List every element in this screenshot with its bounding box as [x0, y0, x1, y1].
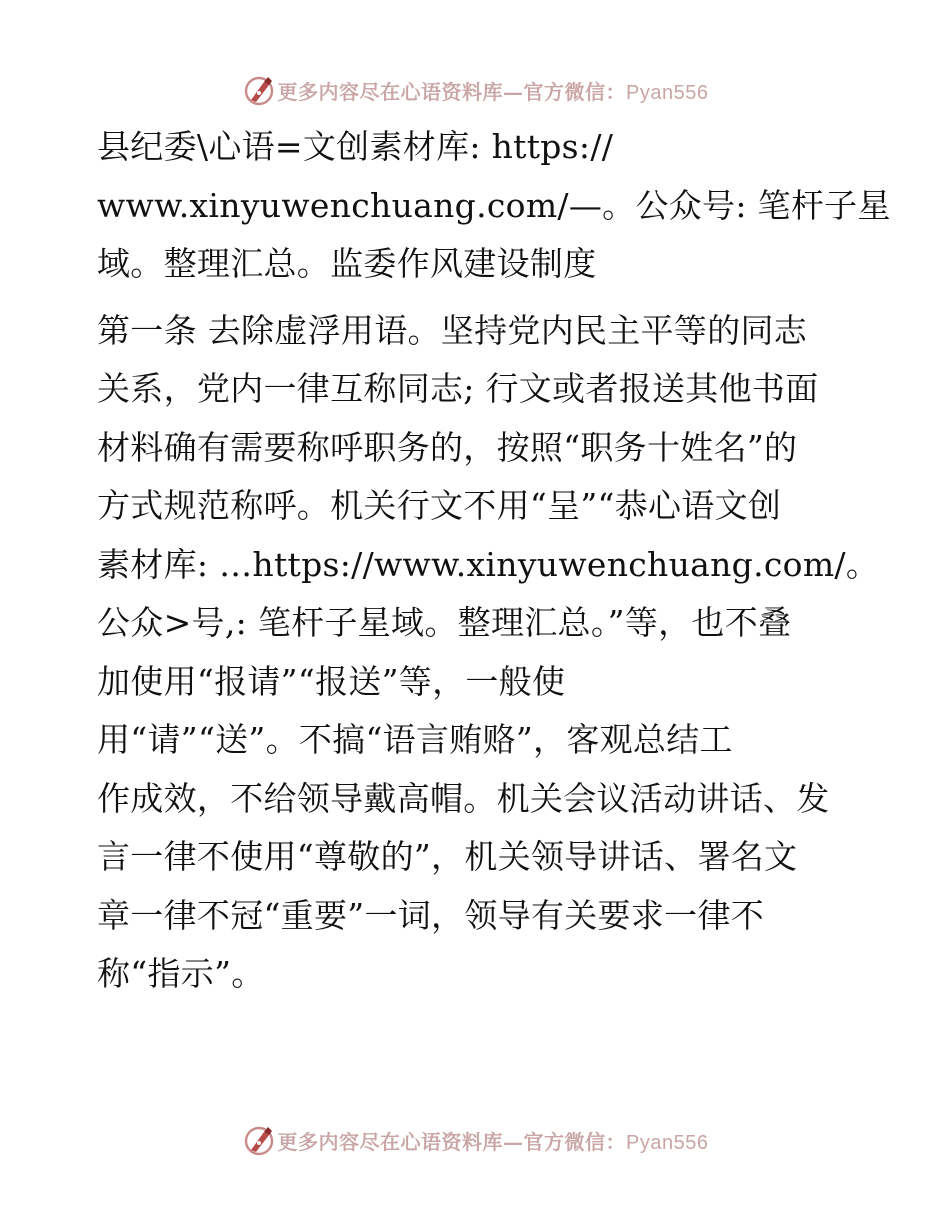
title-line: www.xinyuwenchuang.com/—。公众号: 笔杆子星 — [97, 185, 891, 225]
footer-wechat-handle: Pyan556 — [626, 1131, 709, 1154]
pen-nib-logo-icon — [242, 1123, 276, 1157]
page-footer — [0, 1120, 950, 1160]
body-line: 素材库: …https://www.xinyuwenchuang.com/。 — [97, 544, 880, 584]
footer-brand-label: 更多内容尽在心语资料库—官方微信： — [277, 1129, 627, 1154]
footer-brand-text — [278, 1126, 709, 1155]
body-line: 方式规范称呼。机关行文不用“呈”“恭心语文创 — [97, 486, 782, 525]
page-header — [0, 70, 950, 110]
title-line: 域。整理汇总。监委作风建设制度 — [97, 244, 597, 283]
body-line: 关系，党内一律互称同志; 行文或者报送其他书面 — [97, 369, 819, 408]
body-line: 加使用“报请”“报送”等，一般使 — [97, 661, 566, 701]
document-content — [97, 118, 891, 1004]
title-line: 县纪委\心语=文创素材库: https:// — [97, 127, 614, 166]
body-line: 公众>号,: 笔杆子星域。整理汇总。”等，也不叠 — [97, 603, 792, 642]
body-line: 用“请”“送”。不搞“语言贿赂”，客观总结工 — [97, 720, 733, 759]
header-wechat-handle: Pyan556 — [626, 81, 709, 104]
pen-nib-logo-icon — [242, 73, 276, 107]
body-line: 第一条 去除虚浮用语。坚持党内民主平等的同志 — [97, 310, 808, 350]
body-line: 材料确有需要称呼职务的，按照“职务十姓名”的 — [97, 427, 798, 467]
header-brand-label: 更多内容尽在心语资料库—官方微信： — [277, 79, 627, 104]
body-line: 言一律不使用“尊敬的”，机关领导讲话、署名文 — [97, 837, 798, 876]
header-brand-text — [278, 76, 709, 105]
body-line: 章一律不冠“重要”一词，领导有关要求一律不 — [97, 895, 765, 935]
body-line: 作成效，不给领导戴高帽。机关会议活动讲话、发 — [97, 778, 830, 818]
body-line: 称“指示”。 — [97, 954, 265, 993]
